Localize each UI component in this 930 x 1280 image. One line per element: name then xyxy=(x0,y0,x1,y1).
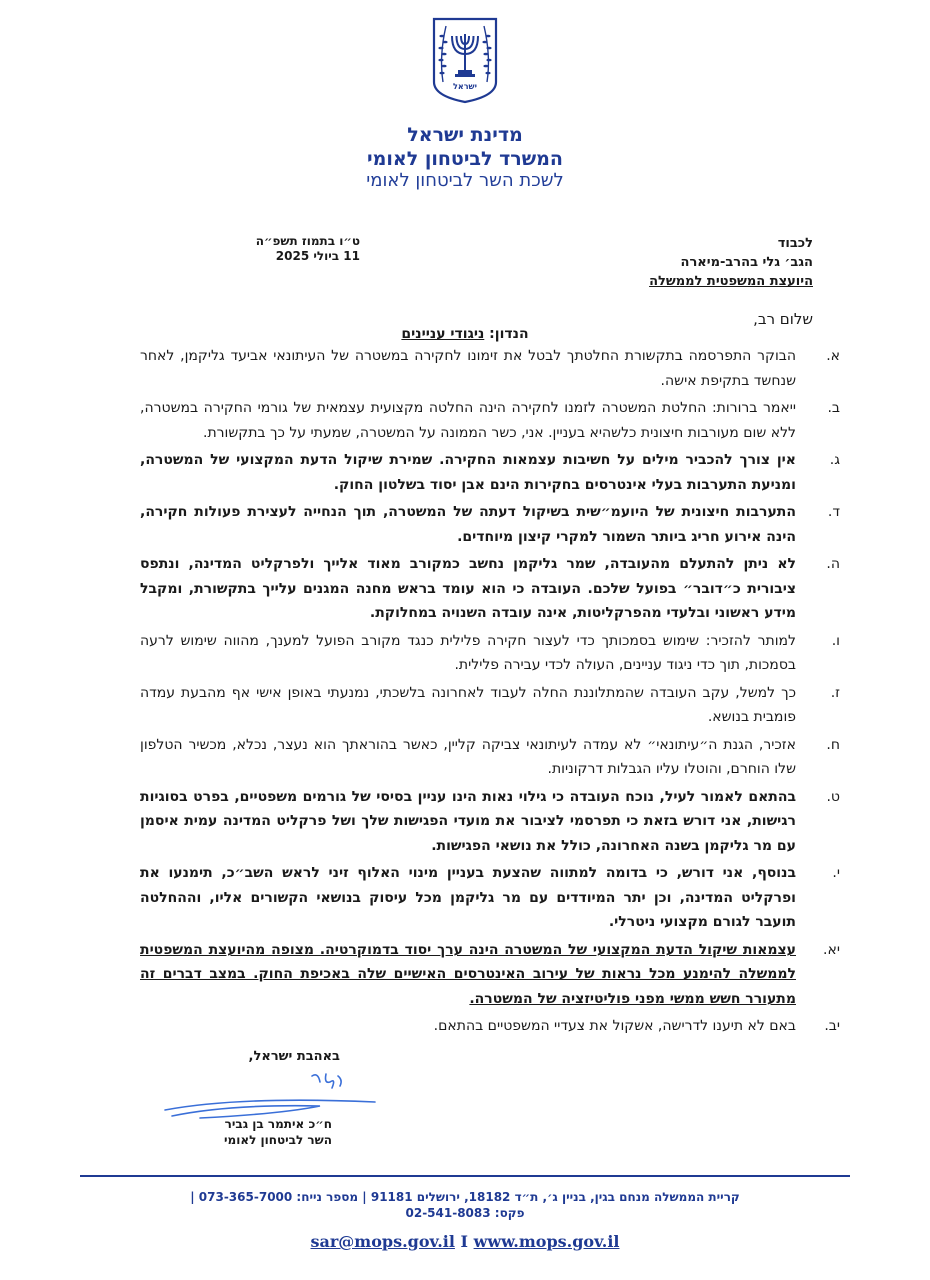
item-text: למותר להזכיר: שימוש בסמכותך כדי לעצור חקירה פלילית כנגד מקורב הפועל למענך, מהווה שימוש לרעה בסמכות, תוך כדי ניגוד עניינים, העולה לכדי עבירה פלילית. xyxy=(140,632,796,673)
emblem-lettering: ישראל xyxy=(453,82,477,91)
item-marker: ה. xyxy=(826,556,840,572)
item-marker: ג. xyxy=(829,452,840,468)
item-text: באם לא תיענו לדרישה, אשקול את צעדיי המשפטיים בהתאם. xyxy=(433,1018,796,1034)
list-item xyxy=(140,681,840,730)
list-item xyxy=(140,861,840,935)
state-emblem-icon xyxy=(430,16,500,104)
email-link[interactable]: sar@mops.gov.il xyxy=(310,1232,455,1251)
item-text: אזכיר, הגנת ה״עיתונאי״ לא עמדה לעיתונאי צביקה קליין, כאשר בהוראתך הוא נעצר, נכלא, מכשיר הטלפון שלו הוחרם, והוטלו עליו הגבלות דרקוניות. xyxy=(140,736,796,777)
recipient-to: לכבוד xyxy=(777,236,813,251)
item-text: לא ניתן להתעלם מהעובדה, שמר גליקמן נחשב כמקורב מאוד אלייך ולפרקליט המדינה, ונתפס ציבורית כ״דובר״ בפועל שלכם. העובדה כי הוא עומד בראש מחנה המגנים עלייך בתקשורת, ומקבל מידע ראשוני ובלעדי מהפרקליטות, אינה עובדה השנויה במחלוקת. xyxy=(140,556,796,621)
state-name: מדינת ישראל xyxy=(407,124,523,146)
item-text: אין צורך להכביר מילים על חשיבות עצמאות החקירה. שמירת שיקול הדעת המקצועי של המשטרה, ומניעת התערבות בעלי אינטרסים בחקירות הינם אבן יסוד בשלטון החוק. xyxy=(140,452,796,493)
item-text: ייאמר ברורות: החלטת המשטרה לזמנו לחקירה הינה החלטה מקצועית עצמאית של גורמי החקירה במשטרה, ללא שום מעורבות חיצונית כלשהיא בעניין. אני, כשר הממונה על המשטרה, שמעתי על כך בתקשורת. xyxy=(140,400,796,441)
list-item xyxy=(140,629,840,678)
item-marker: ח. xyxy=(826,736,840,753)
footer-address: קריית הממשלה מנחם בגין, בניין ג׳, ת״ד 18182, ירושלים 91181 | מספר נייח: 073-365-7000 | xyxy=(190,1190,740,1204)
item-marker: ד. xyxy=(827,504,840,520)
subject-text: ניגודי עניינים xyxy=(401,326,485,342)
recipient-block xyxy=(513,234,813,291)
list-item xyxy=(140,785,840,859)
recipient-title: היועצת המשפטית לממשלה xyxy=(649,274,813,289)
item-text: בנוסף, אני דורש, כי בדומה למתווה שהצעת בעניין מינוי האלוף זיני לראש השב״כ, תימנעו את ופרקליט המדינה, וכן יתר המיודדים עם מר גליקמן מכל עיסוק בנושאי הקשורים אליו, וההחלטה תועבר לגורם מקצועי ניטרלי. xyxy=(140,865,796,930)
item-text: הבוקר התפרסמה בתקשורת החלטתך לבטל את זימונו לחקירה במשטרה של העיתונאי אביעד גליקמן, לאחר שנחשד בתקיפת אישה. xyxy=(140,348,796,389)
greeting: שלום רב, xyxy=(753,310,813,328)
item-marker: יב. xyxy=(824,1018,840,1034)
website-link[interactable]: www.mops.gov.il xyxy=(473,1232,620,1251)
letter-date xyxy=(150,234,360,264)
item-marker: ט. xyxy=(826,788,840,805)
subject-label: הנדון: xyxy=(489,326,529,342)
signer-block xyxy=(224,1116,332,1148)
item-text: עצמאות שיקול הדעת המקצועי של המשטרה הינה ערך יסוד בדמוקרטיה. מצופה מהיועצת המשפטית לממשלה להימנע מכל נראות של עירוב האינטרסים האישיים שלה באכיפת החוק. במצב דברים זה מתעורר חשש ממשי מפני פוליטיזציה של המשטרה. xyxy=(140,941,796,1007)
closing-line: באהבת ישראל, xyxy=(248,1049,340,1064)
ministry-name: המשרד לביטחון לאומי xyxy=(367,148,563,170)
item-marker: ו. xyxy=(831,632,840,649)
gregorian-date: 11 ביולי 2025 xyxy=(275,249,360,263)
signer-name: ח״כ איתמר בן גביר xyxy=(224,1117,332,1131)
footer-fax: פקס: 02-541-8083 xyxy=(405,1206,525,1220)
item-text: התערבות חיצונית של היועמ״שית בשיקול דעתה של המשטרה, תוך הנחייה לעצירת פעולות חקירה, הינה אירוע חריג ביותר השמור למקרי קיצון מיוחדים. xyxy=(140,504,796,545)
office-name: לשכת השר לביטחון לאומי xyxy=(366,170,564,191)
list-item xyxy=(140,552,840,626)
footer-links xyxy=(0,1232,930,1251)
item-marker: יא. xyxy=(823,941,840,958)
footer-divider xyxy=(80,1175,850,1177)
list-item xyxy=(140,396,840,445)
link-separator: I xyxy=(460,1232,468,1251)
list-item xyxy=(140,344,840,393)
hebrew-date: ט״ו בתמוז תשפ״ה xyxy=(255,234,360,248)
list-item xyxy=(140,733,840,782)
item-marker: ב. xyxy=(827,400,840,416)
list-item xyxy=(140,1014,840,1039)
item-text: בהתאם לאמור לעיל, נוכח העובדה כי גילוי נאות הינו עניין בסיסי של גורמים משפטיים, בפרט בסוגיות רגישות, אני דורש בזאת כי תפרסמי לציבור את מועדי הפגישות שלך ושל פרקליט המדינה עמית איסמן עם מר גליקמן בשנה האחרונה, כולל את נושאי הפגישות. xyxy=(140,788,796,854)
list-item xyxy=(140,938,840,1012)
list-item xyxy=(140,500,840,549)
list-item xyxy=(140,448,840,497)
item-text: כך למשל, עקב העובדה שהמתלוננת החלה לעבוד לאחרונה בלשכתי, נמנעתי באופן אישי אף מהבעת עמדה פומבית בנושא. xyxy=(140,684,796,725)
letter-items xyxy=(140,344,840,1042)
recipient-name: הגב׳ גלי בהרב-מיארה xyxy=(680,255,813,270)
item-marker: י. xyxy=(832,865,840,881)
subject-line xyxy=(0,326,930,342)
signer-title: השר לביטחון לאומי xyxy=(224,1133,332,1147)
item-marker: א. xyxy=(826,348,840,364)
item-marker: ז. xyxy=(830,684,840,701)
